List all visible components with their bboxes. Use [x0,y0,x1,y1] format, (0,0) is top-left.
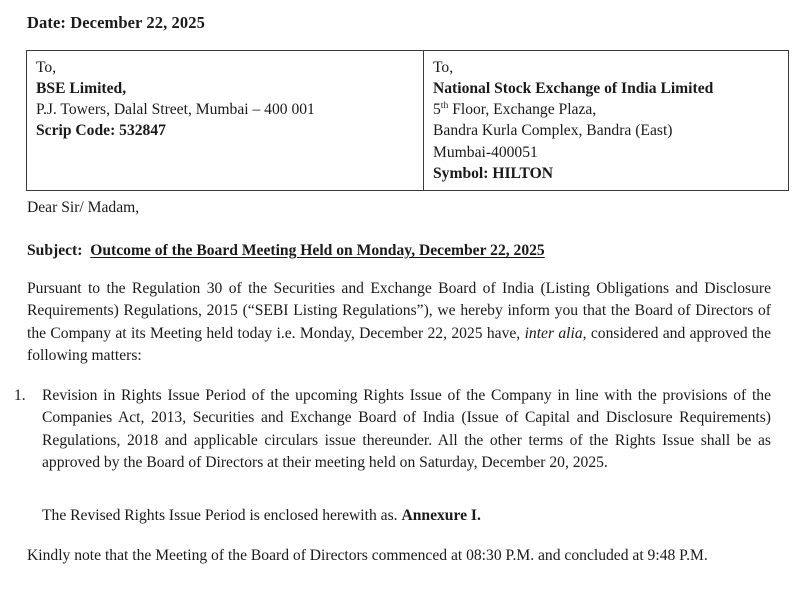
pursuant-text-part-2: , considered and approved the following matters: [27,324,772,365]
addressee-name-bse: BSE Limited, [36,80,127,98]
scrip-code-bse: Scrip Code: 532847 [36,122,166,140]
floor-ordinal-suffix: th [440,100,449,112]
subject-label: Subject: [27,242,83,259]
subject-title: Outcome of the Board Meeting Held on Monday, December 22, 2025 [90,242,545,259]
addressee-to-label-nse: To, [433,59,454,76]
list-item-marker: 1. [14,387,26,404]
pursuant-paragraph [27,278,771,368]
closing-note: Kindly note that the Meeting of the Board of Directors commenced at 08:30 P.M. and concluded at 9:48 P.M. [27,547,708,564]
floor-rest: Floor, Exchange Plaza, [448,101,597,119]
addressee-address-line-1-nse: Bandra Kurla Complex, Bandra (East) [433,122,673,140]
addressee-to-label-bse: To, [36,59,57,76]
annexure-note [42,505,771,527]
salutation: Dear Sir/ Madam, [27,199,140,216]
symbol-nse: Symbol: HILTON [433,164,554,182]
pursuant-text-part-1: Pursuant to the Regulation 30 of the Securities and Exchange Board of India (Listing Obligations and Disclosure Requirements) Regulations, 2015 (“SEBI Listing Regulations”), we hereby inform you that the Board of Directors of the Company at its Meeting held today i.e. Monday, December 22, 2025 have, [27,280,771,342]
annexure-note-text: The Revised Rights Issue Period is enclosed herewith as. [42,507,402,524]
table-row [27,51,789,191]
list-item-text: Revision in Rights Issue Period of the upcoming Rights Issue of the Company in line with the provisions of the Companies Act, 2013, Securities and Exchange Board of India (Issue of Capital and Disclosure Requirements) Regulations, 2018 and applicable circulars issue thereunder. All the other terms of the Rights Issue shall be as approved by the Board of Directors at their meeting held on Saturday, December 20, 2025. [42,387,771,472]
inter-alia-italic: inter alia [524,324,583,342]
addressee-name-nse: National Stock Exchange of India Limited [433,80,714,98]
list-item [14,385,771,475]
addressee-floor-nse [433,99,788,120]
approved-matters-list [14,385,771,475]
subject-line [27,242,545,260]
addressee-address-bse: P.J. Towers, Dalal Street, Mumbai – 400 001 [36,101,315,119]
floor-number: 5 [433,101,441,119]
addressee-table [26,50,789,191]
annexure-reference: Annexure I. [401,507,481,524]
addressee-cell-bse [27,51,424,191]
date-line: Date: December 22, 2025 [27,13,205,32]
addressee-address-line-2-nse: Mumbai-400051 [433,143,538,161]
addressee-cell-nse [424,51,789,191]
